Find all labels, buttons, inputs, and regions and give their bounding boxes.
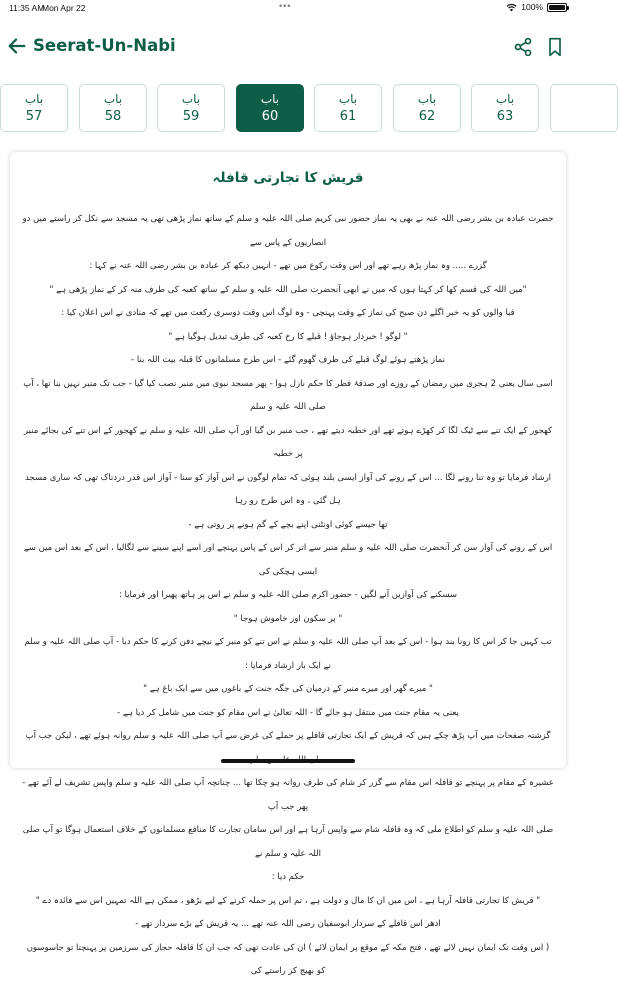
article-paragraph: " قریش کا تجارتی قافلہ آرہا ہے ، اس میں ان کا مال و دولت ہے ، تم اس پر حملہ کرنے کے لیے بڑھو ، ممکن ہے اللہ تمہیں اس سے فائدہ دے " xyxy=(35,895,541,906)
article-paragraph: "میں اللہ کی قسم کھا کر کہتا ہوں کہ میں نے ابھی آنحضرت صلی اللہ علیہ و سلم کے ساتھ کعبہ کی طرف منہ کر کے نماز پڑھی ہے " xyxy=(49,284,527,295)
article-paragraph: عشیرہ کے مقام پر پہنچے تو قافلہ اس مقام سے گزر کر شام کی طرف روانہ ہو چکا تھا ... چنانچہ آپ صلی اللہ علیہ و سلم واپس تشریف لے آئے تھے - پھر جب آپ xyxy=(22,778,554,812)
status-bar xyxy=(0,0,576,16)
chapter-tab-label: باب xyxy=(24,92,44,106)
article-paragraph: ارشاد فرمایا تو وہ تنا رونے لگا ... اس کے رونے کی آواز ایسی بلند ہوئی کہ تمام لوگوں نے اس آواز کو سنا - آواز اس قدر دردناک تھی کہ ساری مسجد ہل گئی ، وہ اس طرح رو رہا xyxy=(24,472,552,506)
chapter-tab-label: باب xyxy=(338,92,358,106)
chapter-tab-partial[interactable] xyxy=(550,84,618,132)
article-paragraph: گزرے ..... وہ نماز پڑھ رہے تھے اور اس وقت رکوع میں تھے - انہیں دیکھ کر عبادہ بن بشر رضی اللہ عنہ نے کہا : xyxy=(89,261,487,271)
chapter-tab-label: باب xyxy=(260,92,280,106)
chapter-tab-62[interactable] xyxy=(393,84,461,132)
chapter-tab-number: 60 xyxy=(261,109,279,124)
back-arrow-icon[interactable] xyxy=(6,35,28,57)
chapter-tab-number: 59 xyxy=(182,109,200,124)
article-paragraph: تب کہیں جا کر اس کا رونا بند ہوا - اس کے بعد آپ صلی اللہ علیہ و سلم نے اس تنے کو منبر کے نیچے دفن کرنے کا حکم دیا - آپ صلی اللہ علیہ و سلم نے ایک بار ارشاد فرمایا : xyxy=(24,637,552,671)
chapter-tab-number: 62 xyxy=(418,109,436,124)
status-time: 11:35 AM xyxy=(9,3,45,13)
article-paragraph: حکم دیا : xyxy=(271,872,305,882)
article-title: قریش کا تجارتی قافلہ xyxy=(212,170,364,186)
multitask-dots[interactable]: ••• xyxy=(279,1,292,11)
article-paragraph: قبا والوں کو یہ خبر اگلے دن صبح کی نماز کے وقت پہنچی - وہ لوگ اس وقت دوسری رکعت میں تھے کہ منادی نے اس اعلان کیا : xyxy=(61,308,515,318)
article-paragraph: " میرے گھر اور میرے منبر کے درمیان کی جگہ جنت کے باغوں میں سے ایک باغ ہے " xyxy=(143,684,433,694)
share-icon[interactable] xyxy=(513,37,533,57)
article-paragraph: صلی اللہ علیہ و سلم کو اطلاع ملی کہ وہ قافلہ شام سے واپس آرہا ہے اور اس سامان تجارت کا منافع مسلمانوں کے خلاف استعمال ہوگا تو آپ صلی اللہ علیہ و سلم نے xyxy=(22,825,554,859)
article-paragraph: اس کے رونے کی آواز سن کر آنحضرت صلی اللہ علیہ و سلم منبر سے اتر کر اس کے پاس پہنچے اور اسے اپنے سینے سے لگالیا ، اس کے بعد اس میں سے ایسی ہچکی کی xyxy=(23,543,553,577)
article-card xyxy=(10,152,566,976)
chapter-tab-61[interactable] xyxy=(314,84,382,132)
chapter-tab-number: 63 xyxy=(496,109,514,124)
chapter-tab-number: 57 xyxy=(25,109,43,124)
article-paragraph: سسکنے کی آوازیں آنے لگیں - حضور اکرم صلی اللہ علیہ و سلم نے اس پر ہاتھ پھیرا اور فرمایا : xyxy=(118,590,458,600)
article-paragraph: اسی سال یعنی 2 ہجری میں رمضان کے روزے اور صدقۂ فطر کا حکم نازل ہوا - پھر مسجد نبوی میں منبر نصب کیا گیا - جب تک منبر نہیں بنا تھا ، آپ صلی اللہ علیہ و سلم xyxy=(23,378,553,412)
article-paragraph: ادھر اس قافلے کے سردار ابوسفیان رضی اللہ عنہ تھے ... یہ قریش کے بڑے سردار تھے - xyxy=(135,919,441,929)
home-indicator[interactable] xyxy=(221,759,355,763)
battery-percent: 100% xyxy=(521,2,543,12)
top-navigation-bar xyxy=(0,30,576,64)
wifi-icon xyxy=(506,3,517,12)
chapter-tab-59[interactable] xyxy=(157,84,225,132)
chapter-tab-label: باب xyxy=(417,92,437,106)
chapter-tab-number: 58 xyxy=(104,109,122,124)
article-paragraph: تھا جیسے کوئی اونٹنی اپنے بچے کے گم ہونے پر روتی ہے - xyxy=(188,519,388,530)
battery-icon xyxy=(547,3,567,12)
chapter-tab-label: باب xyxy=(495,92,515,106)
page-title: Seerat-Un-Nabi xyxy=(33,36,176,55)
chapter-tab-label: باب xyxy=(103,92,123,106)
chapter-tabs xyxy=(0,84,576,134)
chapter-tab-58[interactable] xyxy=(79,84,147,132)
article-paragraph: یعنی یہ مقام جنت میں منتقل ہو جائے گا - اللہ تعالیٰ نے اس مقام کو جنت میں شامل کر دیا ہے - xyxy=(117,707,459,718)
bookmark-icon[interactable] xyxy=(545,36,565,58)
article-body xyxy=(22,208,554,984)
article-paragraph: نماز پڑھتے ہوئے لوگ قبلے کی طرف گھوم گئے - اس طرح مسلمانوں کا قبلہ بیت اللہ بنا - xyxy=(131,355,445,365)
article-paragraph: " لوگو ! خبردار ہوجاؤ ! قبلے کا رخ کعبہ کی طرف تبدیل ہوگیا ہے " xyxy=(168,331,408,342)
article-paragraph: ( اس وقت تک ایمان نہیں لائے تھے ، فتح مکہ کے موقع پر ایمان لائے ) ان کی عادت تھی کہ جب ان کا قافلہ حجاز کی سرزمین پر پہنچتا تو جاسوسوں کو بھیج کر راستے کی xyxy=(26,942,550,976)
status-date: Mon Apr 22 xyxy=(42,3,86,13)
article-paragraph: گزشتہ صفحات میں آپ پڑھ چکے ہیں کہ قریش کے ایک تجارتی قافلے پر حملے کی غرض سے آپ صلی اللہ علیہ و سلم روانہ ہوئے تھے ، لیکن جب آپ xyxy=(25,731,551,741)
chapter-tab-60[interactable] xyxy=(236,84,304,132)
article-paragraph: کھجور کے ایک تنے سے ٹیک لگا کر کھڑے ہوتے تھے اور خطبہ دیتے تھے ، جب منبر بن گیا اور آپ صلی اللہ علیہ و سلم نے کھجور کے اس تنے کی بجائے منبر پر خطبہ xyxy=(23,425,553,459)
chapter-tab-label: باب xyxy=(181,92,201,106)
chapter-tab-63[interactable] xyxy=(471,84,539,132)
article-paragraph: " پر سکون اور خاموش ہوجا " xyxy=(233,613,343,624)
chapter-tab-number: 61 xyxy=(339,109,357,124)
article-paragraph: حضرت عبادہ بن بشر رضی اللہ عنہ نے بھی یہ نماز حضور نبی کریم صلی اللہ علیہ و سلم کے ساتھ نماز پڑھی تھی یہ مسجد سے نکل کر راستے میں دو انصاریوں کے پاس سے xyxy=(22,214,554,248)
chapter-tab-57[interactable] xyxy=(0,84,68,132)
